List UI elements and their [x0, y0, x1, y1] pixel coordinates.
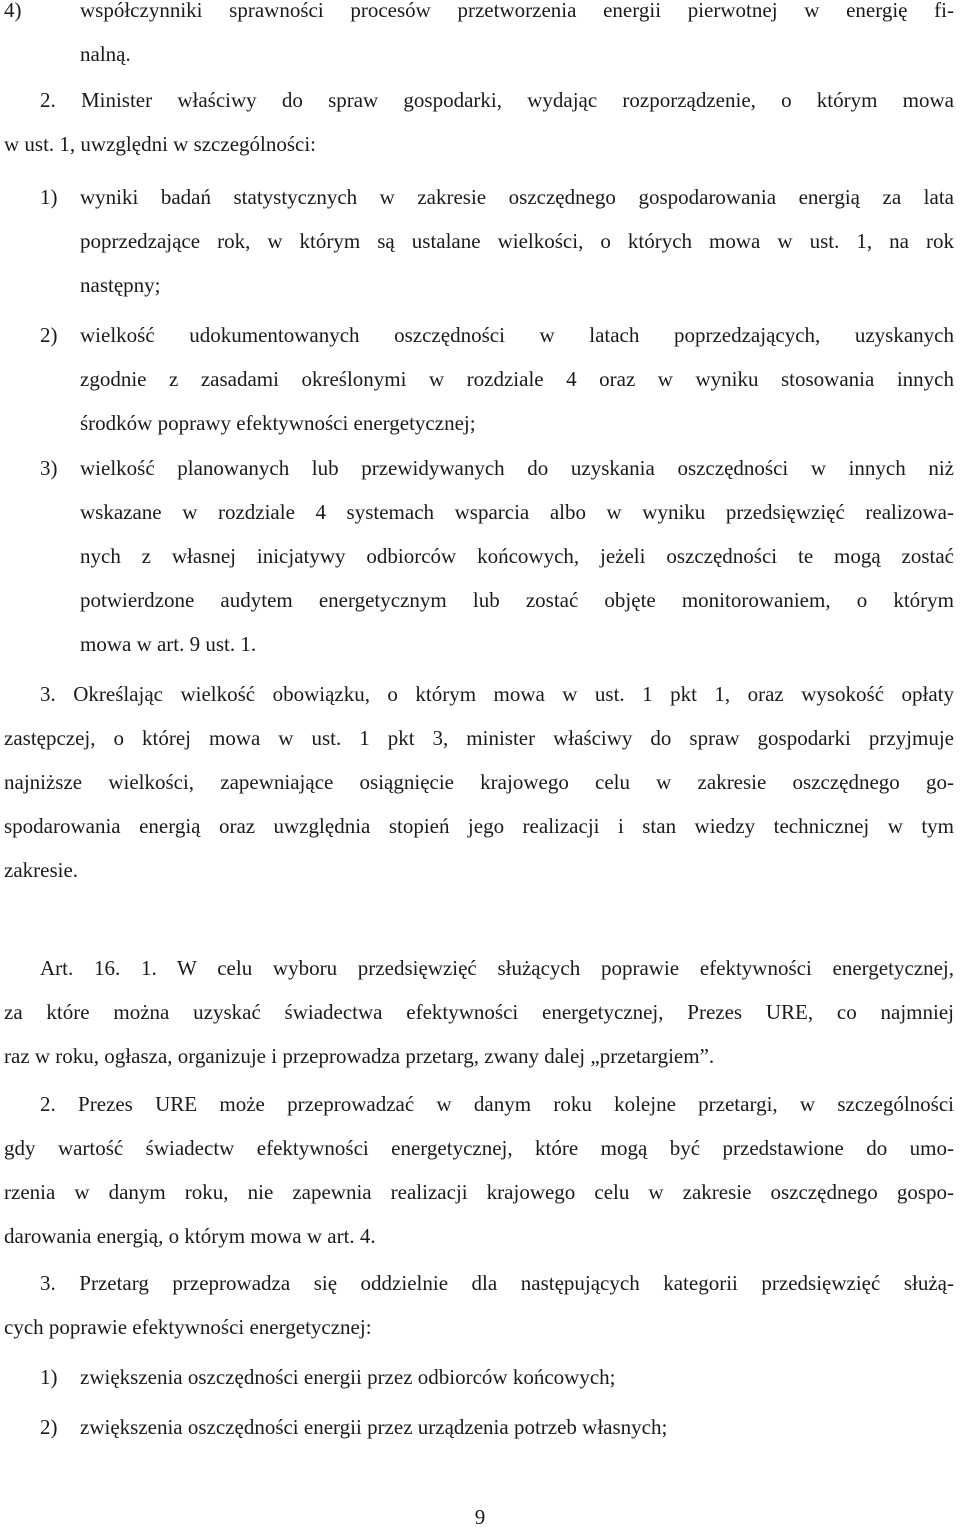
paragraph [4, 1082, 954, 1258]
text-line: środków poprawy efektywności energetycznej; [80, 411, 476, 435]
text-line: Art. 16. 1. W celu wyboru przedsięwzięć służących poprawie efektywności energetycznej, [40, 956, 954, 980]
text-line: raz w roku, ogłasza, organizuje i przeprowadza przetarg, zwany dalej „przetargiem”. [4, 1044, 715, 1068]
list-item [80, 313, 954, 445]
text-line: gdy wartość świadectw efektywności energetycznej, które mogą być przedstawione do umo- [4, 1136, 954, 1160]
item-number: 2) [40, 1415, 58, 1439]
text-line: wielkość planowanych lub przewidywanych do uzyskania oszczędności w innych niż [80, 456, 954, 480]
item-number: 1) [40, 1365, 58, 1389]
text-line: za które można uzyskać świadectwa efektywności energetycznej, Prezes URE, co najmniej [4, 1000, 954, 1024]
text-line: najniższe wielkości, zapewniające osiągnięcie krajowego celu w zakresie oszczędnego go- [4, 770, 954, 794]
text-line: zwiększenia oszczędności energii przez odbiorców końcowych; [80, 1365, 616, 1389]
text-line: cych poprawie efektywności energetycznej: [4, 1315, 372, 1339]
paragraph [4, 672, 954, 892]
text-line: nalną. [80, 42, 131, 66]
text-line: nych z własnej inicjatywy odbiorców końcowych, jeżeli oszczędności te mogą zostać [80, 544, 954, 568]
text-line: zastępczej, o której mowa w ust. 1 pkt 3, minister właściwy do spraw gospodarki przyjmuje [4, 726, 954, 750]
text-line: potwierdzone audytem energetycznym lub zostać objęte monitorowaniem, o którym [80, 588, 954, 612]
text-line: mowa w art. 9 ust. 1. [80, 632, 257, 656]
text-line: wyniki badań statystycznych w zakresie oszczędnego gospodarowania energią za lata [80, 185, 954, 209]
text-line: rzenia w danym roku, nie zapewnia realizacji krajowego celu w zakresie oszczędnego gospo- [4, 1180, 954, 1204]
paragraph [4, 78, 954, 166]
page-number: 9 [474, 1505, 486, 1529]
text-line: zwiększenia oszczędności energii przez urządzenia potrzeb własnych; [80, 1415, 668, 1439]
text-line: 3. Określając wielkość obowiązku, o którym mowa w ust. 1 pkt 1, oraz wysokość opłaty [40, 682, 954, 706]
text-line: poprzedzające rok, w którym są ustalane wielkości, o których mowa w ust. 1, na rok [80, 229, 954, 253]
text-line: zakresie. [4, 858, 79, 882]
list-item [80, 1405, 954, 1449]
text-line: w ust. 1, uwzględni w szczególności: [4, 132, 317, 156]
list-item [80, 446, 954, 666]
text-line: współczynniki sprawności procesów przetworzenia energii pierwotnej w energię fi- [80, 0, 954, 22]
text-line: wskazane w rozdziale 4 systemach wsparcia albo w wyniku przedsięwzięć realizowa- [80, 500, 954, 524]
list-item-continuation [80, 32, 954, 76]
list-item [80, 175, 954, 307]
item-number: 4) [4, 0, 22, 22]
text-line: 2. Prezes URE może przeprowadzać w danym roku kolejne przetargi, w szczególności [40, 1092, 954, 1116]
text-line: zgodnie z zasadami określonymi w rozdziale 4 oraz w wyniku stosowania innych [80, 367, 954, 391]
text-line: spodarowania energią oraz uwzględnia stopień jego realizacji i stan wiedzy technicznej w tym [4, 814, 954, 838]
item-number: 2) [40, 323, 58, 347]
item-number: 3) [40, 456, 58, 480]
text-line: następny; [80, 273, 161, 297]
list-item [80, 0, 954, 32]
item-number: 1) [40, 185, 58, 209]
text-line: darowania energią, o którym mowa w art. 4. [4, 1224, 376, 1248]
list-item [80, 1355, 954, 1399]
text-line: 3. Przetarg przeprowadza się oddzielnie dla następujących kategorii przedsięwzięć służą- [40, 1271, 954, 1295]
text-line: 2. Minister właściwy do spraw gospodarki, wydając rozporządzenie, o którym mowa [40, 88, 954, 112]
paragraph [4, 1261, 954, 1349]
article-paragraph [4, 946, 954, 1078]
text-line: wielkość udokumentowanych oszczędności w latach poprzedzających, uzyskanych [80, 323, 954, 347]
